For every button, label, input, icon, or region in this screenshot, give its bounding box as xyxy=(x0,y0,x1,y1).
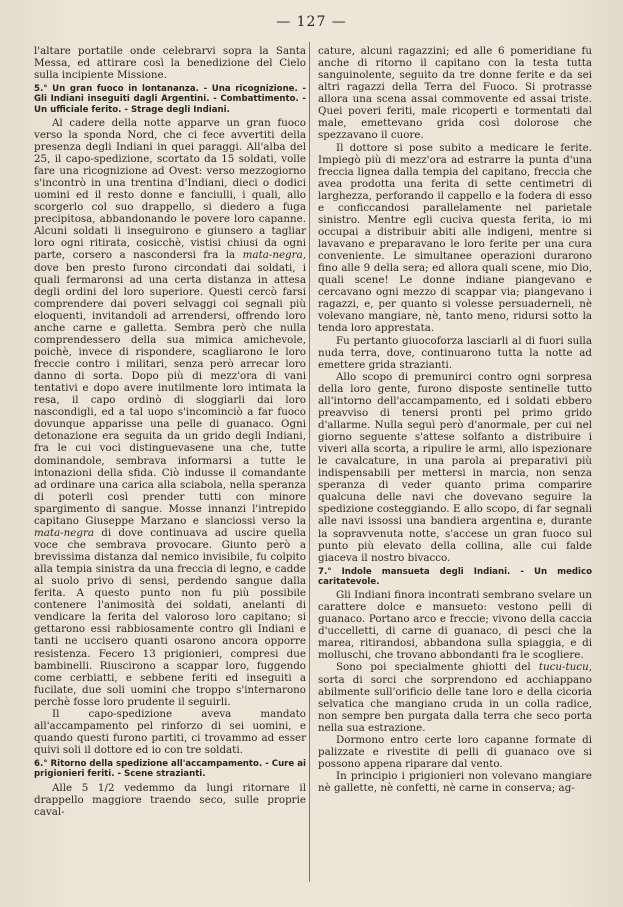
paragraph: Gli Indiani finora incontrati sembrano svelare un carattere dolce e mansueto: vestono pelli di guanaco. Portano arco e freccie; vivono della caccia d'uccelletti, di carne di guanaco, di pesci che la marea, ritirandosi, abbandona sulla spiaggia, e di molluschi, che trovano abbondanti fra le scogliere. xyxy=(318,589,592,662)
page-number: — 127 — xyxy=(276,14,347,30)
paragraph: Sono poi specialmente ghiotti del tucu-tucu, sorta di sorci che sorprendono ed acchiappano abilmente sull'orificio delle tane loro e della cicoria selvatica che mangiano cruda in un colla radice, non sempre ben purgata dalla terra che seco porta nella sua estrazione. xyxy=(318,661,592,734)
section-heading-6: 6.° Ritorno della spedizione all'accampamento. - Cure ai prigionieri feriti. - Scene strazianti. xyxy=(34,759,306,780)
section-heading-7: 7.° Indole mansueta degli Indiani. - Un medico caritatevole. xyxy=(318,566,592,587)
column-divider xyxy=(309,42,310,882)
paragraph: Dormono entro certe loro capanne formate di palizzate e rivestite di pelli di guanaco ove si possono appena riparare dal vento. xyxy=(318,733,592,770)
paragraph: Il capo-spedizione aveva mandato all'accampamento pel rinforzo di sei uomini, e quando questi furono partiti, ci trovammo ad esser quivi soli il dottore ed io con tre soldati. xyxy=(34,707,306,757)
section-heading-5: 5.° Un gran fuoco in lontananza. - Una ricognizione. - Gli Indiani inseguiti dagli Argentini. - Combattimento. - Un ufficiale ferito. - Strage degli Indiani. xyxy=(34,84,306,115)
paragraph: l'altare portatile onde celebrarvi sopra la Santa Messa, ed attirare così la benedizione del Cielo sulla incipiente Missione. xyxy=(34,45,306,82)
paragraph: Il dottore si pose subito a medicare le ferite. Impiegò più di mezz'ora ad estrarre la punta d'una freccia lignea dalla tempia del capitano, freccia che avea prodotta una ferita di sette centimetri di larghezza, perforando il cappello e la fodera di esso e conficcandosi parallelamente nel parietale sinistro. Mentre egli cuciva questa ferita, io mi occupai a distribuir abiti alle indigeni, mentre si lavavano e preparavano le loro ferite per una cura conveniente. Le simultanee operazioni durarono fino alle 9 della sera; ed allora quali scene, mio Dio, quali scene! Le donne indiane piangevano e cercavano ogni mezzo di scappar via; piangevano i ragazzi, e, per quanto si volesse persuaderneli, nè volevano mangiare, nè, tanto meno, ridursi sotto la tenda loro apprestata. xyxy=(318,141,592,335)
right-column xyxy=(318,45,592,794)
paragraph: Alle 5 1/2 vedemmo da lungi ritornare il drappello maggiore traendo seco, sulle proprie caval- xyxy=(34,781,306,818)
paragraph: In principio i prigionieri non volevano mangiare nè gallette, nè confetti, nè carne in conserva; ag- xyxy=(318,770,592,795)
paragraph: Fu pertanto giuocoforza lasciarli al di fuori sulla nuda terra, dove, continuarono tutta la notte ad emettere grida strazianti. xyxy=(318,334,592,371)
paragraph: Al cadere della notte apparve un gran fuoco verso la sponda Nord, che ci fece avvertiti della presenza degli Indiani in quei paraggi. All'alba del 25, il capo-spedizione, scortato da 15 soldati, volle fare una ricognizione ad Ovest: verso mezzogiorno s'incontrò in una trentina d'Indiani, dieci o dodici uomini ed il resto donne e fanciulli, i quali, allo scorgerlo col suo drappello, si diedero a fuga precipitosa, abbandonando le povere loro capanne. Alcuni soldati li inseguirono e giunsero a tagliar loro ogni ritirata, cosicchè, vistisi chiusi da ogni parte, corsero a nascondersi fra la mata-negra, dove ben presto furono circondati dai soldati, i quali fermaronsi ad una certa distanza in attesa degli ordini del loro superiore. Questi cercò farsi comprendere dai poveri selvaggi coi segnali più eloquenti, invitandoli ad arrendersi, offrendo loro anche carne e galletta. Sembra però che nulla comprendessero della sua mimica amichevole, poichè, invece di rispondere, scagliarono le loro freccie contro i militari, senza però arrecar loro danno di sorta. Dopo più di mezz'ora di vani tentativi e dopo avere inutilmente loro intimata la resa, il capo ordinò di sloggiarli dai loro nascondigli, ed a tal uopo s'incominciò a far fuoco dovunque apparisse una pelle di guanaco. Ogni detonazione era seguita da un grido degli Indiani, fra le cui voci distinguevasene una che, tutte dominandole, sembrava informarsi a tutte le intonazioni della sfida. Ciò indusse il comandante ad ordinare una carica alla sciabola, nella speranza di poterli così prender tutti con minore spargimento di sangue. Mosse innanzi l'intrepido capitano Giuseppe Marzano e slanciossi verso la mata-negra di dove continuava ad uscire quella voce che sembrava provocare. Giunto però a brevissima distanza dal nemico invisibile, fu colpito alla tempia sinistra da una freccia di legno, e cadde al suolo privo di sensi, perdendo sangue dalla ferita. A questo punto non fu più possibile contenere l'animosità dei soldati, anelanti di vendicare la ferita del valoroso loro capitano; si gettarono essi rabbiosamente contro gli Indiani e tanti ne uccisero quanti osarono ancora opporre resistenza. Fecero 13 prigionieri, compresi due bambinelli. Riuscirono a scappar loro, fuggendo come cerbiatti, e sebbene feriti ed inseguiti a fucilate, due soli uomini che troppo s'internarono perchè fosse loro prudente il seguirli. xyxy=(34,116,306,708)
paragraph: Allo scopo di premunirci contro ogni sorpresa della loro gente, furono disposte sentinelle tutto all'intorno dell'accampamento, ed i soldati ebbero preavviso di tenersi pronti pel primo grido d'allarme. Nulla seguì però d'anormale, per cui nel giorno seguente s'attese solfanto a distribuire i viveri alla scorta, a ripulire le armi, allo ispezionare le cavalcature, in una parola ai preparativi più indispensabili per mettersi in marcia, non senza speranza di veder quanto prima comparire qualcuna delle navi che dovevano seguire la spedizione costeggiando. E allo scopo, di far segnali alle navi issossi una bandiera argentina e, durante la sopravvenuta notte, s'accese un gran fuoco sul punto più elevato della collina, alle cui falde giaceva il nostro bivacco. xyxy=(318,370,592,564)
paragraph: cature, alcuni ragazzini; ed alle 6 pomeridiane fu anche di ritorno il capitano con la testa tutta sanguinolente, seguito da tre donne ferite e da sei altri ragazzi della Terra del Fuoco. Si protrasse allora una scena assai commovente ed assai triste. Quei poveri feriti, male ricoperti e tormentati dal male, emettevano grida così dolorose che spezzavano il cuore. xyxy=(318,45,592,142)
left-column xyxy=(34,45,306,818)
